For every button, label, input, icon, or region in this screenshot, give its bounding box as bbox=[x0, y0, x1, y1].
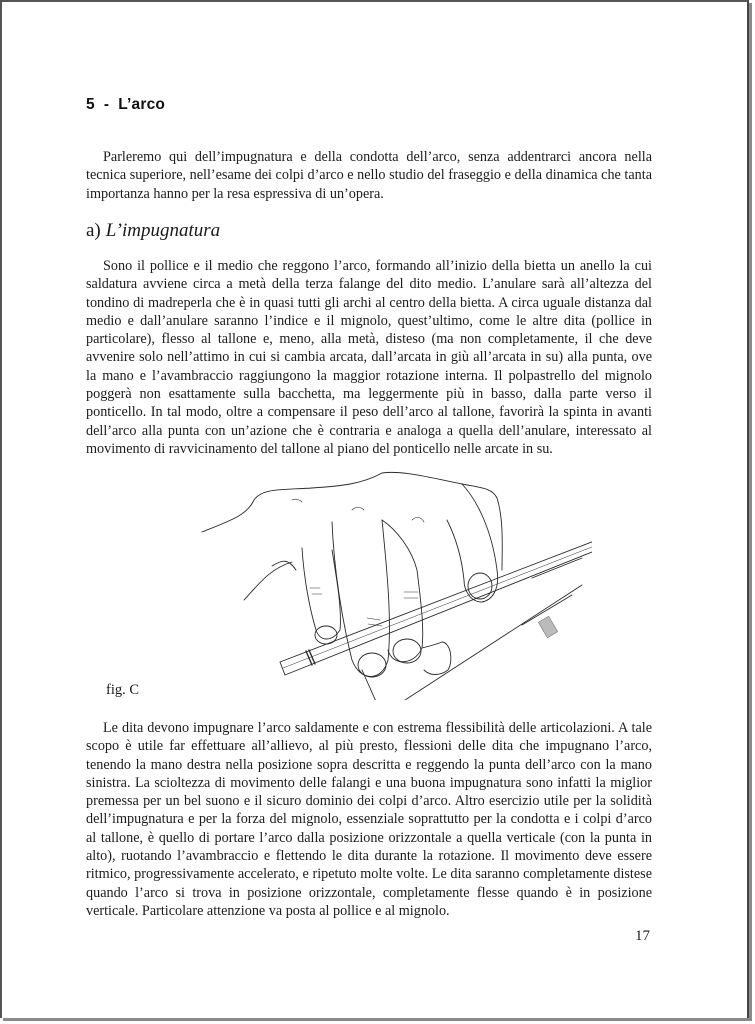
section-heading bbox=[86, 220, 220, 242]
thumb bbox=[422, 642, 451, 675]
bow-stick-top bbox=[280, 538, 592, 662]
page-number: 17 bbox=[635, 928, 650, 944]
section-title: L’impugnatura bbox=[105, 220, 221, 241]
bow-stick-bottom bbox=[285, 548, 592, 675]
chapter-title-text: L’arco bbox=[118, 96, 166, 113]
intro-paragraph: Parleremo qui dell’impugnatura e della condotta dell’arco, senza addentrarci ancora nella tecnica superiore, nell’esame dei colpi d’arco e nello studio del fraseggio e della dinamica che tanta importanza hanno per la resa espressiva di un’opera. bbox=[86, 149, 652, 202]
wrist-lower-line bbox=[244, 562, 292, 600]
section-paragraph: Sono il pollice e il medio che reggono l’arco, formando all’inizio della bietta un anello la cui saldatura avviene circa a metà della terza falange del dito medio. L’anulare sarà all’altezza del tondino di madreperla che è in quasi tutti gli archi al centro della bietta. A circa uguale distanza dal medio e dall’anulare saranno l’indice e il mignolo, quest’ultimo, come le altre dita (pollice in particolare), flesso al tallone e, meno, alla metà, disteso (ma non completamente, il che deve avvenire solo nell’attimo in cui si cambia arcata, dall’arcata in giù all’arcata in su) alla punta, ove la mano e l’avambraccio raggiungono la maggior rotazione interna. Il polpastrello del mignolo poggerà non esattamente sulla bacchetta, ma leggermente più in basso, dalla parte verso il ponticello. In tal modo, oltre a compensare il peso dell’arco al tallone, favorirà la spinta in avanti dell’arco alla punta con un’azione che è contraria e analoga a quella dell’anulare, interessato al movimento di ravvicinamento del tallone al piano del ponticello nelle arcate in su. bbox=[86, 258, 652, 457]
chapter-separator: - bbox=[103, 96, 110, 113]
bow-frog bbox=[280, 662, 285, 675]
section-label: a) bbox=[86, 220, 101, 241]
little-finger bbox=[447, 484, 498, 602]
chapter-title bbox=[86, 96, 165, 114]
chapter-number: 5 bbox=[86, 96, 95, 113]
hand-holding-bow-illustration bbox=[192, 470, 592, 700]
figure-caption: fig. C bbox=[106, 682, 140, 698]
hand-outline bbox=[202, 472, 502, 570]
closing-paragraph: Le dita devono impugnare l’arco saldamente e con estrema flessibilità delle articolazioni. A tale scopo è utile far effettuare all’allievo, al più presto, flessioni delle dita che impugnano l’arco, tenendo la mano destra nella posizione sopra descritta e reggendo la punta dell’arco con la mano sinistra. La scioltezza di movimento delle falangi e una buona impugnatura sono infatti la miglior premessa per un bel suono e il sicuro dominio dei colpi d’arco. Altro esercizio utile per la solidità dell’impugnatura e per la forza del mignolo, essenziale soprattutto per la condotta e i colpi d’arco al tallone, è quello di portare l’arco dalla posizione orizzontale a quella verticale (con la punta in alto), ruotando l’avambraccio e flettendo le dita durante la rotazione. Il movimento deve essere ritmico, progressivamente accelerato, e ripetuto molte volte. Le dita saranno completamente distese quando l’arco si trova in posizione orizzontale, completamente flesse quando è in posizione verticale. Particolare attenzione va posta al pollice e al mignolo. bbox=[86, 720, 652, 919]
